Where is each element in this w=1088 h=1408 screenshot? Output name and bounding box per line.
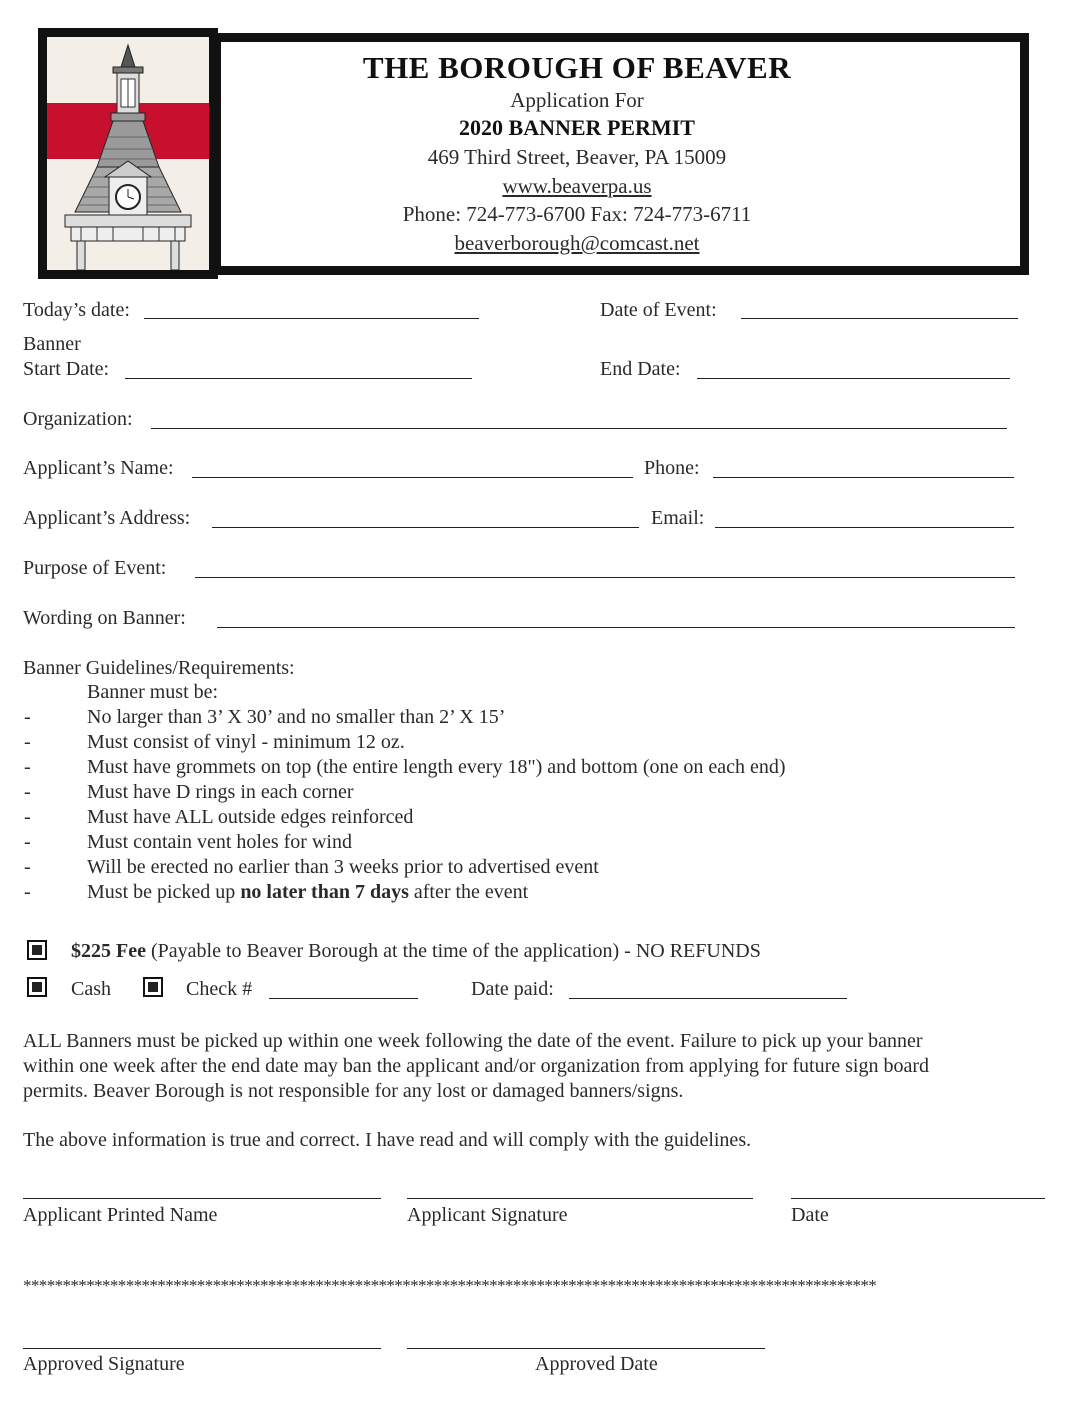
bullet: -	[24, 756, 31, 778]
phone-fax: Phone: 724-773-6700 Fax: 724-773-6711	[402, 202, 752, 226]
guideline-item: Will be erected no earlier than 3 weeks prior to advertised event	[87, 856, 599, 878]
fee-amount: $225 Fee	[71, 940, 146, 962]
approved-date-field[interactable]	[407, 1348, 765, 1349]
date-paid-field[interactable]	[569, 998, 847, 999]
cash-checkbox[interactable]	[27, 977, 47, 997]
section-divider: ************************************************************************************************************	[23, 1276, 877, 1295]
phone-label: Phone:	[644, 457, 700, 479]
cash-label: Cash	[71, 978, 111, 1000]
borough-logo	[38, 28, 218, 279]
date-of-event-field[interactable]	[741, 318, 1018, 319]
guidelines-intro: Banner must be:	[87, 681, 219, 703]
bullet: -	[24, 831, 31, 853]
bullet: -	[24, 781, 31, 803]
check-number-label: Check #	[186, 978, 253, 1000]
email-label: Email:	[651, 507, 705, 529]
signature-label: Applicant Signature	[407, 1204, 568, 1226]
bullet: -	[24, 731, 31, 753]
notice-line: within one week after the end date may ban the applicant and/or organization from applying for future sign board	[23, 1055, 929, 1077]
email-field[interactable]	[715, 527, 1014, 528]
banner-label: Banner	[23, 333, 81, 355]
applicant-address-label: Applicant’s Address:	[23, 507, 191, 529]
pickup-post: after the event	[408, 881, 529, 903]
bullet: -	[24, 881, 31, 903]
notice-line: ALL Banners must be picked up within one week following the date of the event. Failure to pick up your banner	[23, 1030, 923, 1052]
purpose-field[interactable]	[195, 577, 1015, 578]
date-paid-label: Date paid:	[471, 978, 554, 1000]
fee-checkbox[interactable]	[27, 940, 47, 960]
approved-signature-label: Approved Signature	[23, 1353, 185, 1375]
page-title: THE BOROUGH OF BEAVER	[362, 50, 792, 85]
guideline-item: Must consist of vinyl - minimum 12 oz.	[87, 731, 405, 753]
date-of-event-label: Date of Event:	[600, 299, 717, 321]
bullet: -	[24, 706, 31, 728]
fee-line	[71, 940, 761, 963]
applicant-name-label: Applicant’s Name:	[23, 457, 174, 479]
end-date-field[interactable]	[697, 378, 1010, 379]
guideline-item: No larger than 3’ X 30’ and no smaller than 2’ X 15’	[87, 706, 506, 728]
check-checkbox[interactable]	[143, 977, 163, 997]
guideline-item: Must have grommets on top (the entire length every 18") and bottom (one on each end)	[87, 756, 786, 778]
clock-tower-icon	[47, 37, 209, 270]
purpose-label: Purpose of Event:	[23, 557, 167, 579]
wording-label: Wording on Banner:	[23, 607, 186, 629]
pickup-deadline: no later than 7 days	[240, 881, 409, 903]
guideline-item-pickup	[87, 881, 528, 904]
signature-date-field[interactable]	[791, 1198, 1045, 1199]
printed-name-label: Applicant Printed Name	[23, 1204, 218, 1226]
permit-title: 2020 BANNER PERMIT	[459, 115, 695, 140]
guideline-item: Must have ALL outside edges reinforced	[87, 806, 414, 828]
guideline-item: Must have D rings in each corner	[87, 781, 354, 803]
organization-field[interactable]	[151, 428, 1007, 429]
end-date-label: End Date:	[600, 358, 681, 380]
start-date-field[interactable]	[125, 378, 472, 379]
borough-address: 469 Third Street, Beaver, PA 15009	[427, 145, 727, 169]
fee-note: (Payable to Beaver Borough at the time of the application) - NO REFUNDS	[145, 940, 761, 962]
approved-date-label: Approved Date	[535, 1353, 658, 1375]
check-number-field[interactable]	[269, 998, 418, 999]
certification-statement: The above information is true and correct. I have read and will comply with the guidelines.	[23, 1129, 752, 1151]
wording-field[interactable]	[217, 627, 1015, 628]
organization-label: Organization:	[23, 408, 133, 430]
notice-line: permits. Beaver Borough is not responsible for any lost or damaged banners/signs.	[23, 1080, 684, 1102]
todays-date-field[interactable]	[144, 318, 479, 319]
application-for-label: Application For	[510, 88, 644, 112]
email-link[interactable]: beaverborough@comcast.net	[454, 231, 700, 255]
printed-name-field[interactable]	[23, 1198, 381, 1199]
signature-field[interactable]	[407, 1198, 753, 1199]
todays-date-label: Today’s date:	[23, 299, 130, 321]
guideline-item: Must contain vent holes for wind	[87, 831, 352, 853]
bullet: -	[24, 856, 31, 878]
applicant-address-field[interactable]	[212, 527, 639, 528]
date-label: Date	[791, 1204, 829, 1226]
guidelines-heading: Banner Guidelines/Requirements:	[23, 657, 295, 679]
pickup-pre: Must be picked up	[87, 881, 241, 903]
bullet: -	[24, 806, 31, 828]
applicant-name-field[interactable]	[192, 477, 633, 478]
start-date-label: Start Date:	[23, 358, 110, 380]
website-link[interactable]: www.beaverpa.us	[502, 174, 652, 198]
phone-field[interactable]	[713, 477, 1014, 478]
approved-signature-field[interactable]	[23, 1348, 381, 1349]
